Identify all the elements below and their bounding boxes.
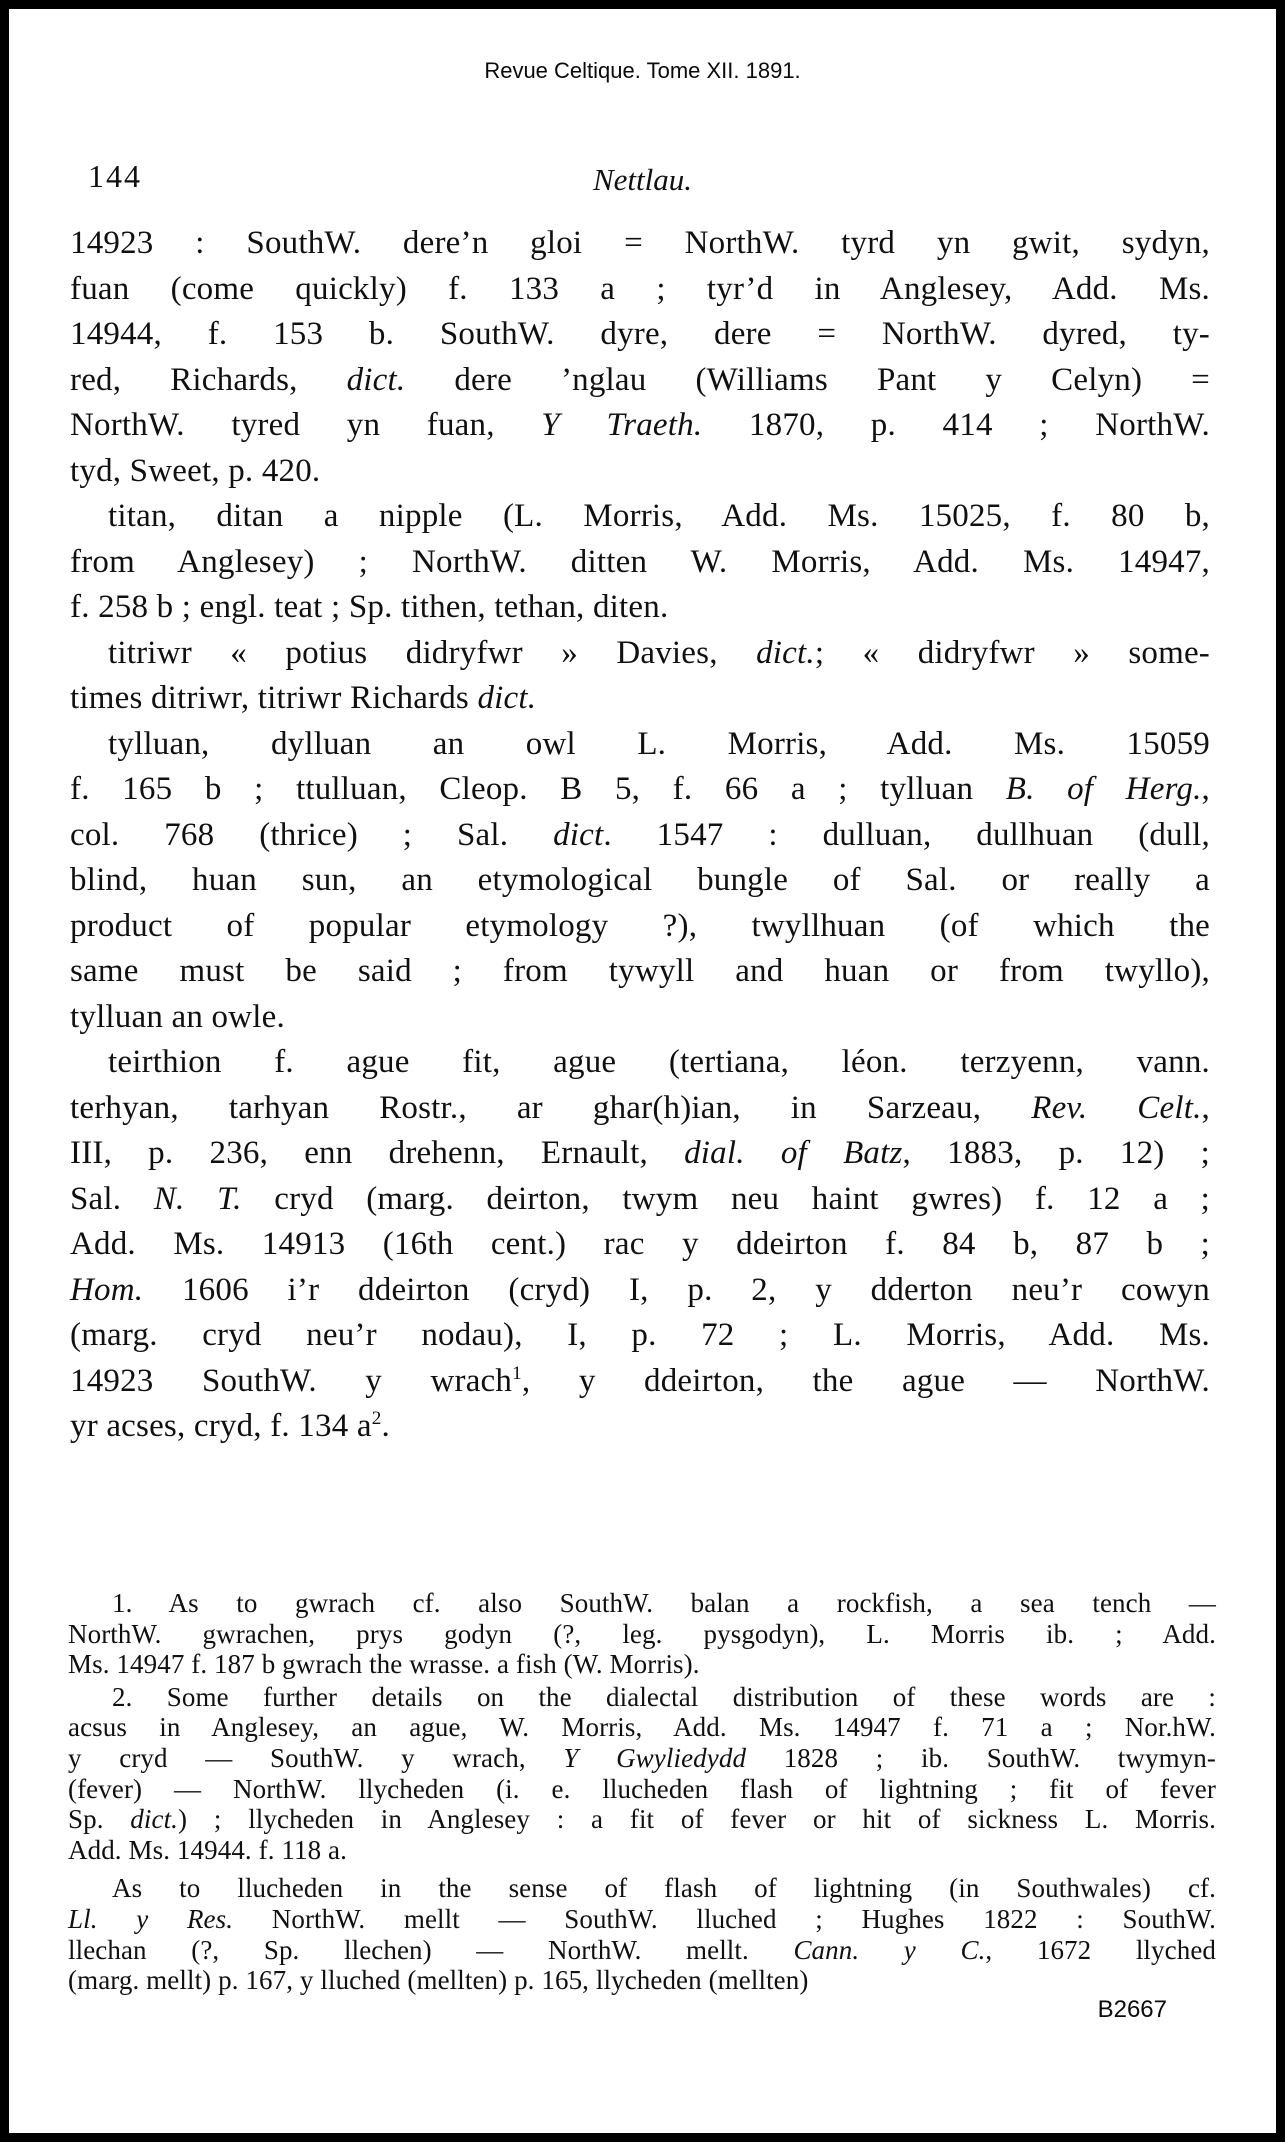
text-line: same must be said ; from tywyll and huan or from twyllo), <box>70 953 1210 989</box>
text-line: tyd, Sweet, p. 420. <box>70 452 321 489</box>
text-line: yr acses, cryd, f. 134 $a^2$. <box>70 1408 390 1444</box>
text-line: (fever) — NorthW. llycheden (i. e. llucheden flash of lightning ; fit of fever <box>68 1773 1216 1804</box>
footnote-block <box>68 1588 1216 1996</box>
text-line: Sal. N. T. cryd (marg. deirton, twym neu haint gwres) f. 12 a ; <box>70 1180 1210 1217</box>
text-line: from Anglesey) ; NorthW. ditten W. Morris, Add. Ms. 14947, <box>70 543 1210 580</box>
text-line: fuan (come quickly) f. 133 a ; tyr’d in Anglesey, Add. Ms. <box>70 270 1210 307</box>
text-line: product of popular etymology ?), twyllhuan (of which the <box>70 907 1210 944</box>
body-text-block <box>70 221 1210 1450</box>
text-line: 14923 : SouthW. dere’n gloi = NorthW. tyrd yn gwit, sydyn, <box>70 225 1210 261</box>
text-line: III, p. 236, enn drehenn, Ernault, dial. of Batz, 1883, p. 12) ; <box>70 1135 1211 1171</box>
text-line: Sp. dict.) ; llycheden in Anglesey : a fit of fever or hit of sickness L. Morris. <box>68 1804 1216 1835</box>
text-line: llechan (?, Sp. llechen) — NorthW. mellt. Cann. y C., 1672 llyched <box>68 1934 1217 1965</box>
paragraph <box>70 221 1210 494</box>
catalog-number: B2667 <box>1097 1996 1167 2023</box>
text-line: y cryd — SouthW. y wrach, Y Gwyliedydd 1828 ; ib. SouthW. twymyn- <box>68 1742 1217 1773</box>
paragraph <box>70 722 1210 1041</box>
text-line: 14944, f. 153 b. SouthW. dyre, dere = NorthW. dyred, ty- <box>70 316 1210 352</box>
text-line: 2. Some further details on the dialectal distribution of these words are : <box>112 1681 1216 1712</box>
text-line: NorthW. tyred yn fuan, Y Traeth. 1870, p. 414 ; NorthW. <box>70 407 1210 443</box>
text-line: NorthW. gwrachen, prys godyn (?, leg. pysgodyn), L. Morris ib. ; Add. <box>68 1618 1216 1649</box>
text-line: As to llucheden in the sense of flash of lightning (in Southwales) cf. <box>112 1873 1216 1904</box>
text-line: teirthion f. ague fit, ague (tertiana, léon. terzyenn, vann. <box>108 1044 1210 1080</box>
page-number: 144 <box>88 158 142 194</box>
text-line: tylluan an owle. <box>70 998 285 1035</box>
text-line: Ll. y Res. NorthW. mellt — SouthW. lluched ; Hughes 1822 : SouthW. <box>68 1903 1216 1934</box>
text-line: 1. As to gwrach cf. also SouthW. balan a rockfish, a sea tench — <box>112 1588 1216 1618</box>
text-line: terhyan, tarhyan Rostr., ar ghar(h)ian, in Sarzeau, Rev. Celt., <box>70 1089 1210 1126</box>
text-line: times ditriwr, titriwr Richards dict. <box>70 680 537 716</box>
paragraph <box>68 1682 1216 1866</box>
text-line: Add. Ms. 14913 (16th cent.) rac y ddeirton f. 84 b, 87 b ; <box>70 1226 1210 1262</box>
scan-header-caption: Revue Celtique. Tome XII. 1891. <box>484 58 801 83</box>
paragraph <box>70 631 1210 722</box>
text-line: acsus in Anglesey, an ague, W. Morris, Add. Ms. 14947 f. 71 a ; Nor.hW. <box>68 1712 1216 1743</box>
text-line: 14923 SouthW. y wrach$^1$, y ddeirton, the ague — NorthW. <box>70 1362 1210 1399</box>
paragraph <box>68 1588 1216 1680</box>
text-line: Ms. 14947 f. 187 b gwrach the wrasse. a fish (W. Morris). <box>68 1649 700 1680</box>
text-line: tylluan, dylluan an owl L. Morris, Add. Ms. 15059 <box>108 725 1210 762</box>
running-head: Nettlau. <box>592 162 693 197</box>
text-line: (marg. mellt) p. 167, y lluched (mellten) p. 165, llycheden (mellten) <box>68 1965 809 1996</box>
text-line: f. 165 b ; ttulluan, Cleop. B 5, f. 66 a ; tylluan B. of Herg., <box>70 771 1210 807</box>
text-line: Add. Ms. 14944. f. 118 a. <box>68 1834 347 1865</box>
paragraph <box>68 1873 1216 1995</box>
text-line: (marg. cryd neu’r nodau), I, p. 72 ; L. Morris, Add. Ms. <box>70 1317 1210 1353</box>
text-line: f. 258 b ; engl. teat ; Sp. tithen, tethan, diten. <box>70 589 669 625</box>
text-line: Hom. 1606 i’r ddeirton (cryd) I, p. 2, y dderton neu’r cowyn <box>70 1271 1210 1308</box>
paragraph <box>70 494 1210 631</box>
text-line: titriwr « potius didryfwr » Davies, dict.; « didryfwr » some- <box>108 634 1210 671</box>
text-line: col. 768 (thrice) ; Sal. dict. 1547 : dulluan, dullhuan (dull, <box>70 816 1210 853</box>
text-line: red, Richards, dict. dere ’nglau (Williams Pant y Celyn) = <box>70 361 1210 398</box>
text-line: titan, ditan a nipple (L. Morris, Add. Ms. 15025, f. 80 b, <box>108 498 1210 534</box>
paragraph <box>70 1040 1210 1450</box>
text-line: blind, huan sun, an etymological bungle of Sal. or really a <box>70 862 1210 898</box>
